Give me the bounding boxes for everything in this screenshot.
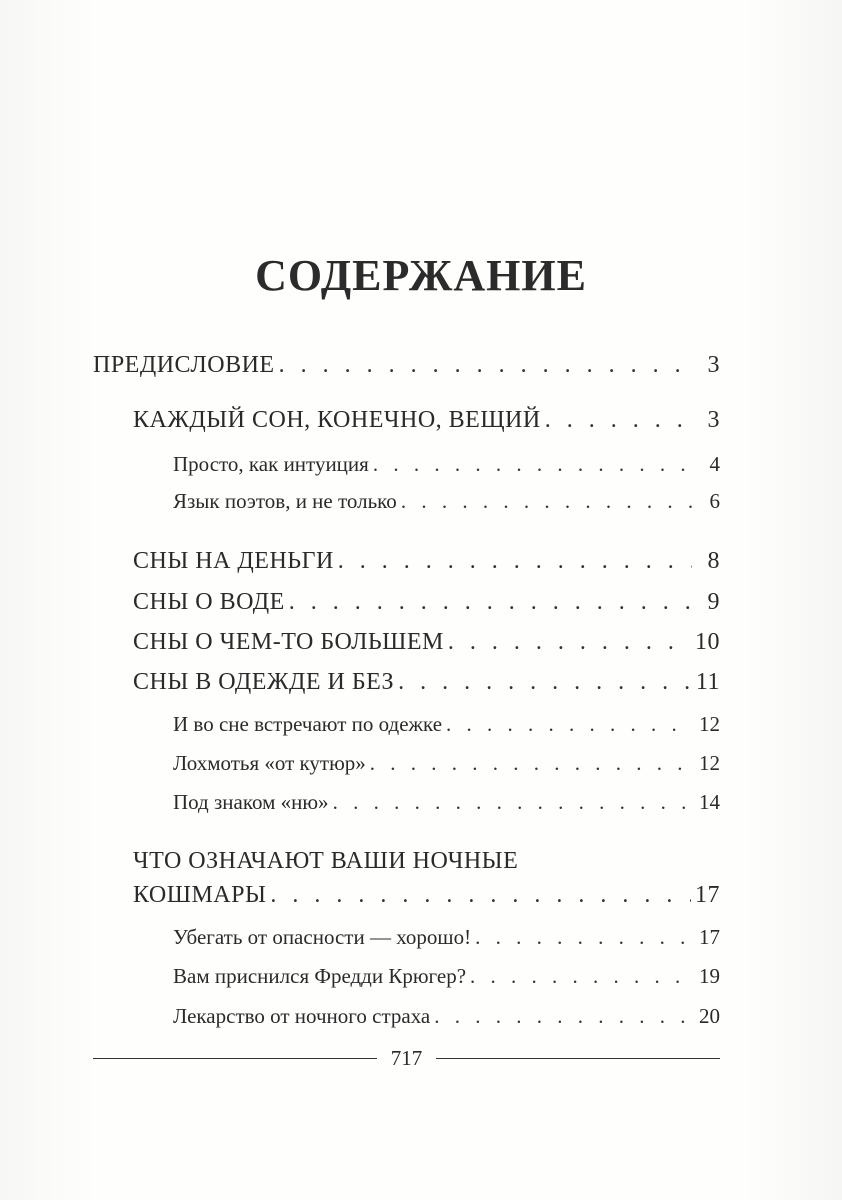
toc-entry-page: 17 [699,925,720,949]
toc-entry-label: Вам приснился Фредди Крюгер? [173,964,467,988]
toc-entry-bigger-dreams [133,629,720,656]
toc-entry-page: 3 [707,352,720,378]
toc-leader-dots [333,790,692,815]
toc-entry-nude-sign [173,790,720,815]
toc-entry-page: 10 [695,629,720,655]
toc-entry-water-dreams [133,589,720,616]
toc-leader-dots [448,629,691,656]
toc-entry-clothing-dreams [133,669,720,696]
toc-leader-dots [545,407,692,434]
toc-entry-page: 19 [699,964,720,988]
toc-entry-preface [93,352,720,379]
toc-entry-every-dream [133,407,720,434]
toc-leader-dots [446,712,692,737]
toc-entry-label: Убегать от опасности — хорошо! [173,925,472,949]
toc-entry-page: 20 [699,1004,720,1028]
toc-entry-nightmares-line1: ЧТО ОЗНАЧАЮТ ВАШИ НОЧНЫЕ [133,848,519,874]
footer-rule-right [436,1058,720,1059]
toc-entry-money-dreams [133,548,720,575]
toc-entry-page: 9 [707,589,720,615]
toc-leader-dots [434,1004,692,1029]
toc-entry-label: СНЫ О ЧЕМ-ТО БОЛЬШЕМ [133,629,444,655]
toc-leader-dots [373,452,692,477]
toc-leader-dots [475,925,692,950]
page-title: СОДЕРЖАНИЕ [255,251,587,300]
toc-leader-dots [289,589,692,616]
toc-entry-freddy-krueger [173,964,720,989]
toc-leader-dots [470,964,692,989]
toc-entry-page: 17 [695,882,720,908]
toc-entry-label: И во сне встречают по одежке [173,712,443,736]
page-footer [93,1046,720,1071]
toc-entry-running-from-danger [173,925,720,950]
toc-entry-couture-rags [173,751,720,776]
toc-entry-label: КОШМАРЫ [133,882,267,908]
toc-entry-label: Просто, как интуиция [173,452,369,476]
toc-leader-dots [338,548,692,575]
toc-entry-page: 3 [707,407,720,433]
toc-entry-label: Лохмотья «от кутюр» [173,751,366,775]
toc-entry-page: 12 [699,712,720,736]
toc-leader-dots [401,489,692,514]
toc-entry-page: 14 [699,790,720,814]
toc-entry-label: СНЫ В ОДЕЖДЕ И БЕЗ [133,669,395,695]
toc-entry-label: Язык поэтов, и не только [173,489,397,513]
toc-entry-label: СНЫ О ВОДЕ [133,589,285,615]
toc-entry-page: 11 [695,669,720,695]
toc-entry-label: Под знаком «ню» [173,790,329,814]
toc-entry-label: СНЫ НА ДЕНЬГИ [133,548,334,574]
toc-entry-page: 12 [699,751,720,775]
toc-entry-page: 4 [709,452,720,476]
toc-entry-label: Лекарство от ночного страха [173,1004,431,1028]
toc-entry-poets-language [173,489,720,514]
toc-entry-page: 6 [709,489,720,513]
page-number: 717 [390,1046,423,1070]
toc-entry-intuition [173,452,720,477]
toc-leader-dots [270,882,691,909]
toc-leader-dots [370,751,692,776]
toc-entry-judged-by-clothes [173,712,720,737]
toc-entry-nightmares [133,882,720,909]
toc-leader-dots [279,352,692,379]
toc-entry-night-fear-cure [173,1004,720,1029]
toc-entry-label: ПРЕДИСЛОВИЕ [93,352,275,378]
footer-rule-left [93,1058,377,1059]
toc-entry-page: 8 [707,548,720,574]
toc-entry-label: КАЖДЫЙ СОН, КОНЕЧНО, ВЕЩИЙ [133,407,541,433]
toc-leader-dots [398,669,692,696]
